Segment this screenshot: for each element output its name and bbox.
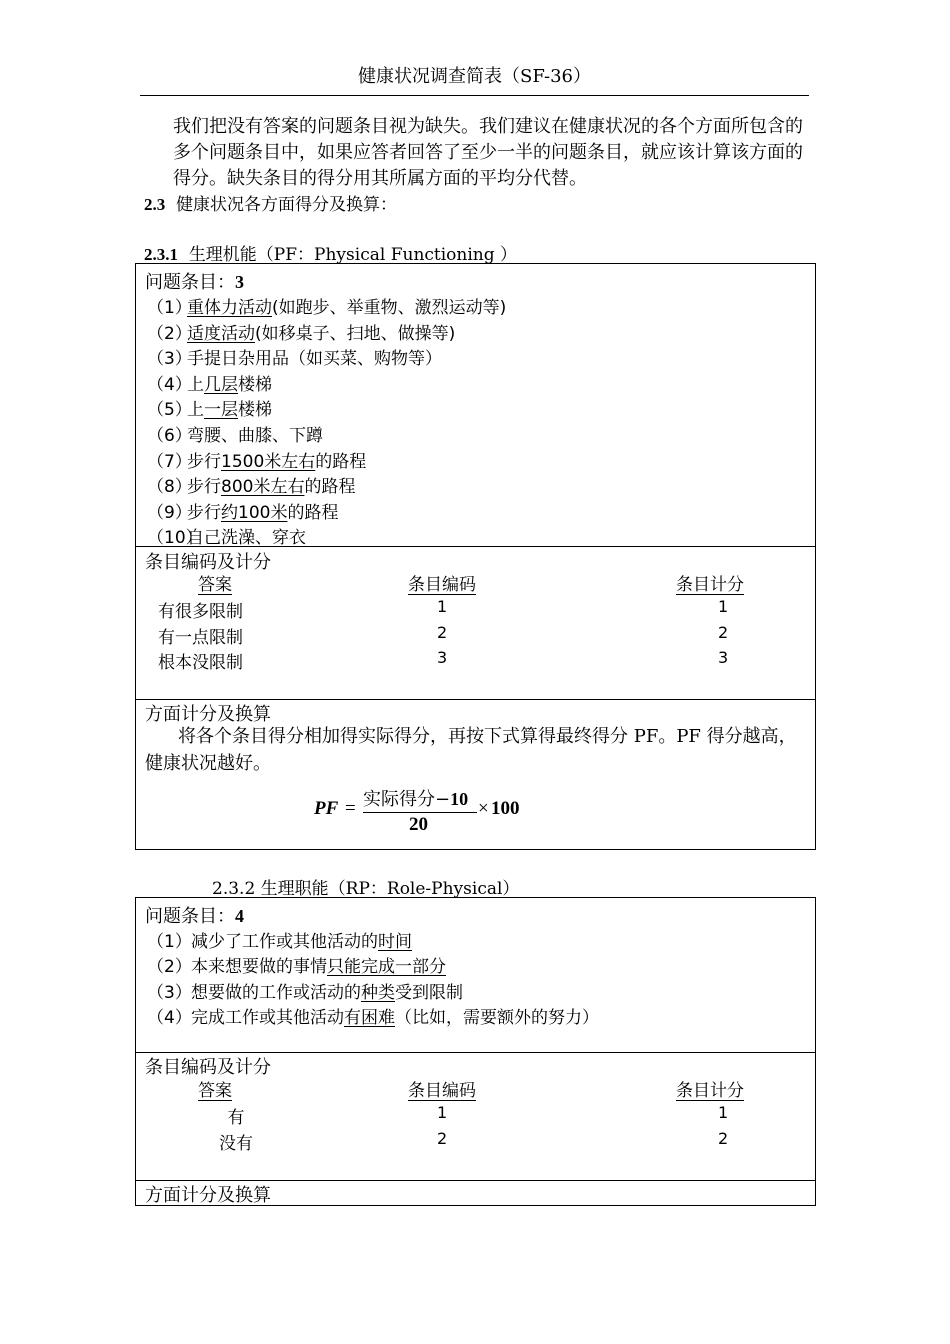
rp-question-label-text: 问题条目： [145,906,235,927]
rp-item-text: 受到限制 [395,982,463,1003]
pf-item-text: 自己洗澡、穿衣 [187,528,306,549]
pf-item-text: 上 [187,374,204,395]
pf-item-6 [147,421,323,446]
pf-item-text: 重体力活动 [187,298,272,318]
rp-item-text: （比如，需要额外的努力） [395,1007,599,1028]
rp-col-answer: 答案 [198,1081,232,1101]
pf-formula-num-text: 实际得分 [363,789,435,810]
pf-item-8 [147,472,355,497]
section-2-3-heading [144,190,397,215]
pf-row-1-answer: 有很多限制 [158,602,243,622]
rp-item-text: 有困难 [344,1007,395,1028]
rp-item-text: 种类 [361,982,395,1003]
pf-row-1-code: 1 [437,597,448,616]
rp-coding-label: 条目编码及计分 [145,1057,271,1078]
pf-item-number: （10） [147,528,203,549]
pf-formula-mult: 100 [491,798,520,819]
pf-formula-denominator: 20 [409,814,428,835]
rp-row-2-code: 2 [437,1128,448,1148]
pf-item-number: （7） [147,451,192,472]
pf-formula-times: × [478,798,489,819]
pf-item-text: 上 [187,400,204,421]
rp-item-number: （2） [147,957,192,978]
pf-item-text: 的路程 [315,451,367,472]
pf-item-number: （8） [147,477,192,498]
rp-question-label [145,902,244,928]
pf-item-text: 的路程 [287,502,339,523]
pf-item-text: 步行 [187,451,221,472]
pf-coding-label: 条目编码及计分 [145,552,271,573]
pf-table [135,263,816,850]
pf-item-text: 一层 [204,400,238,421]
rp-table [135,897,816,1206]
rp-col-score: 条目计分 [676,1081,744,1101]
pf-formula-num-const: 10 [450,789,469,809]
section-2-3-1-number: 2.3.1 [144,245,178,264]
pf-item-2 [147,319,455,344]
pf-item-9 [147,498,338,523]
pf-calc-label: 方面计分及换算 [145,704,271,725]
rp-item-text: 想要做的工作或活动的 [191,982,361,1003]
pf-item-text: (如跑步、举重物、激烈运动等) [272,298,507,318]
pf-item-7 [147,447,366,472]
pf-col-score: 条目计分 [676,575,744,595]
rp-item-text: 完成工作或其他活动 [191,1007,344,1028]
rp-item-4 [147,1003,599,1028]
pf-item-text: 步行 [187,477,221,498]
section-2-3-number: 2.3 [144,195,166,214]
pf-formula-fraction-bar [363,812,477,813]
rp-item-2 [147,952,446,977]
rp-row-1-score: 1 [718,1103,729,1122]
pf-row-3-score: 3 [718,648,729,667]
header-rule [140,95,809,96]
pf-row-3-answer: 根本没限制 [158,653,243,673]
pf-item-5 [147,395,272,420]
pf-item-number: （5） [147,400,192,421]
pf-item-text: 弯腰、曲膝、下蹲 [187,426,323,446]
pf-coding-row-divider [136,546,815,547]
rp-item-number: （3） [147,982,192,1003]
pf-row-2-answer: 有一点限制 [158,627,243,648]
pf-item-text: 步行 [187,502,221,523]
pf-item-text: 1500米左右 [221,451,316,472]
pf-formula-num-minus: − [435,789,451,810]
pf-col-answer: 答案 [198,575,232,595]
pf-item-10 [147,523,306,548]
pf-row-3-code: 3 [437,648,448,667]
section-2-3-1-text: 生理机能（PF：Physical Functioning ） [188,245,518,265]
rp-row-1-code: 1 [437,1103,448,1122]
pf-item-1 [147,293,506,318]
pf-formula-lhs: PF [314,798,339,819]
rp-item-text: 本来想要做的事情 [191,957,327,978]
rp-row-2-answer: 没有 [219,1133,253,1154]
pf-item-text: 800米左右 [221,477,305,498]
page-header-title: 健康状况调查简表（SF-36） [358,66,591,87]
pf-item-number: （9） [147,502,192,523]
pf-item-3 [147,344,442,369]
pf-item-text: (如移桌子、扫地、做操等) [255,323,456,344]
pf-row-1-score: 1 [718,597,729,616]
pf-item-text: 约100米 [221,502,288,523]
pf-item-text: 适度活动 [187,323,255,344]
rp-item-text: 时间 [378,932,412,952]
rp-col-code: 条目编码 [408,1081,476,1101]
pf-item-text: 几层 [204,374,238,395]
section-2-3-1-heading [144,240,517,265]
pf-item-number: （6） [147,426,192,446]
rp-question-count: 4 [235,906,244,926]
rp-item-1 [147,927,412,952]
pf-item-text: 楼梯 [238,374,272,395]
intro-paragraph: 我们把没有答案的问题条目视为缺失。我们建议在健康状况的各个方面所包含的多个问题条目中，如果应答者回答了至少一半的问题条目，就应该计算该方面的得分。缺失条目的得分用其所属方面的平均分代替。 [173,116,803,189]
pf-row-2-score: 2 [718,622,729,642]
pf-item-number: （1） [147,298,192,318]
rp-row-2-score: 2 [718,1128,729,1148]
rp-row-1-answer: 有 [227,1108,245,1128]
pf-item-number: （2） [147,323,192,344]
pf-question-label-text: 问题条目： [145,272,235,293]
pf-col-code: 条目编码 [408,575,476,595]
rp-item-3 [147,978,463,1003]
pf-item-text: 的路程 [304,477,356,498]
pf-item-text: 手提日杂用品（如买菜、购物等） [187,349,442,370]
rp-calc-label: 方面计分及换算 [145,1185,271,1206]
pf-item-text: 楼梯 [238,400,272,421]
section-2-3-text: 健康状况各方面得分及换算： [176,195,398,215]
pf-calc-text: 将各个条目得分相加得实际得分，再按下式算得最终得分 PF。PF 得分越高，健康状况越好。 [145,726,797,774]
rp-item-text: 减少了工作或其他活动的 [191,932,378,952]
pf-question-label [145,268,244,294]
rp-item-number: （1） [147,932,192,952]
pf-item-number: （4） [147,374,192,395]
pf-formula-eq: = [345,798,356,819]
section-2-3-2-heading: 2.3.2 生理职能（RP：Role-Physical） [212,879,520,899]
pf-row-2-code: 2 [437,622,448,642]
pf-item-number: （3） [147,349,192,370]
pf-formula-numerator [363,785,468,811]
rp-item-number: （4） [147,1007,192,1028]
pf-question-count: 3 [235,272,244,292]
rp-item-text: 只能完成一部分 [327,957,446,978]
pf-item-4 [147,370,272,395]
